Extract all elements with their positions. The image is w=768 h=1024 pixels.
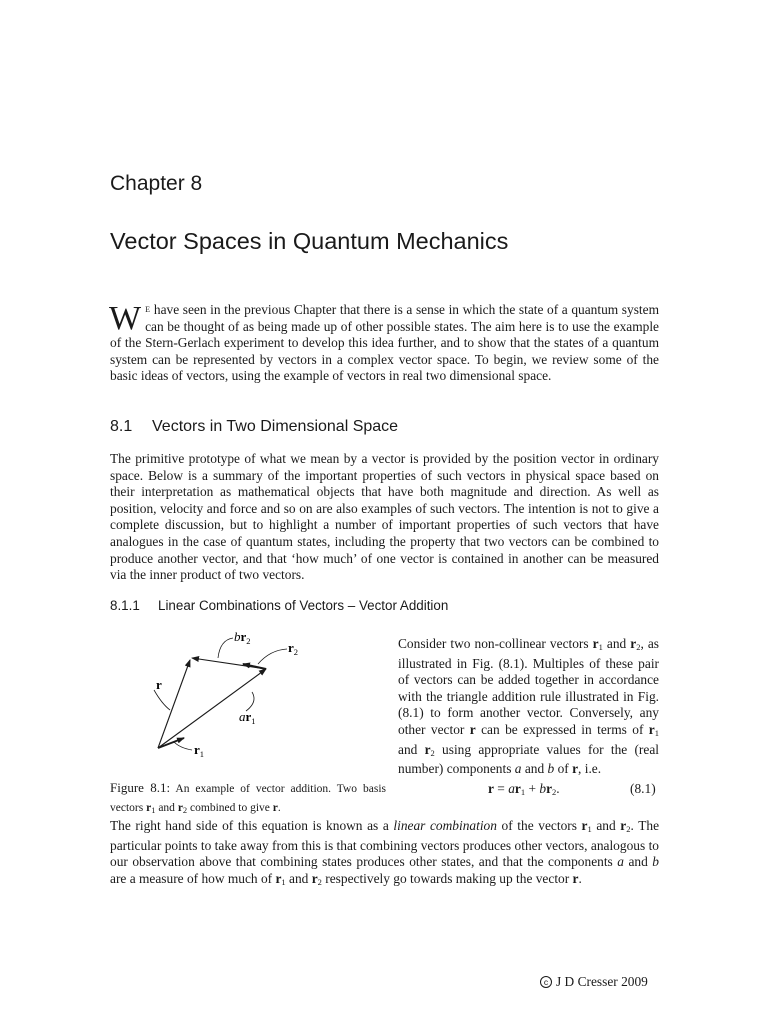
equation-number: (8.1) [630,781,656,796]
intro-text: have seen in the previous Chapter that there is a sense in which the state of a quantum system can be thought of as being made up of other possible states. The aim here is to use the example of the Stern-Gerlach experiment to develop this idea further, and to show that the states of a quantum system can be represented by vectors in a complex vector space. To begin, we review some of the basic ideas of vectors, using the example of vectors in real two dimensional space. [110,302,659,384]
copyright-icon: c [540,976,552,988]
small-cap: E [145,305,151,314]
equation-8-1: $r = ar_1 + br_2$. [488,781,560,797]
label-br2: $br_2$ [234,629,251,646]
pointer-r2 [258,649,287,664]
figure-side-paragraph: Consider two non-collinear vectors $r_1$ and $r_2$, as illustrated in Fig. (8.1). Multiples of these pair of vectors can be added together in accordance with the triangle addition rule illustrated in Fig. (8.1) to form another vector. Conversely, any other vector r can be expressed in terms of $r_1$ and $r_2$ using appropriate values for the (real number) components a and b of r, i.e. [398,636,660,777]
drop-cap: W [109,300,142,337]
page-footer [540,974,648,990]
figure-caption: Figure 8.1: An example of vector addition. Two basis vectors $r_1$ and $r_2$ combined to give r. [110,780,386,815]
section-title: Vectors in Two Dimensional Space [152,418,399,435]
pointer-r [154,690,170,710]
vector-r-line [158,660,190,748]
label-r: r [156,677,162,692]
section-number: 8.1 [110,418,133,435]
subsection-heading [110,598,448,613]
section-heading [110,418,398,436]
chapter-label: Chapter 8 [110,172,203,195]
pointer-br2 [218,638,233,658]
pointer-r1 [174,742,192,750]
vector-addition-figure [140,624,340,759]
closing-paragraph: The right hand side of this equation is known as a linear combination of the vectors $r_1$ and $r_2$. The particular points to take away from this is that combining vectors produces other vectors, analogous to our observation above that combining states produces other states, and that the components a and b are a measure of how much of $r_1$ and $r_2$ respectively go towards making up the vector r. [110,818,660,887]
subsection-number: 8.1.1 [110,598,140,613]
section-body: The primitive prototype of what we mean by a vector is provided by the position vector in ordinary space. Below is a summary of the important properties of such vectors in physical space based on their interpretation as mathematical objects that have both magnitude and direction. As well as position, velocity and force and so on are also examples of such vectors. The intention is not to give a complete discussion, but to highlight a number of important properties of such vectors that have analogues in the case of quantum states, including the property that two vectors can be combined to produce another vector, and that ‘how much’ of one vector is contained in another can be measured via the inner product of two vectors. [110,451,659,583]
label-r1: $r_1$ [194,742,205,759]
label-r2: $r_2$ [288,640,299,657]
intro-paragraph [110,302,659,385]
footer-text: J D Cresser 2009 [556,974,648,989]
chapter-title: Vector Spaces in Quantum Mechanics [110,228,509,254]
label-ar1: $ar_1$ [239,709,256,726]
figure-caption-label: Figure 8.1: [110,780,171,795]
subsection-title: Linear Combinations of Vectors – Vector Addition [158,598,449,613]
